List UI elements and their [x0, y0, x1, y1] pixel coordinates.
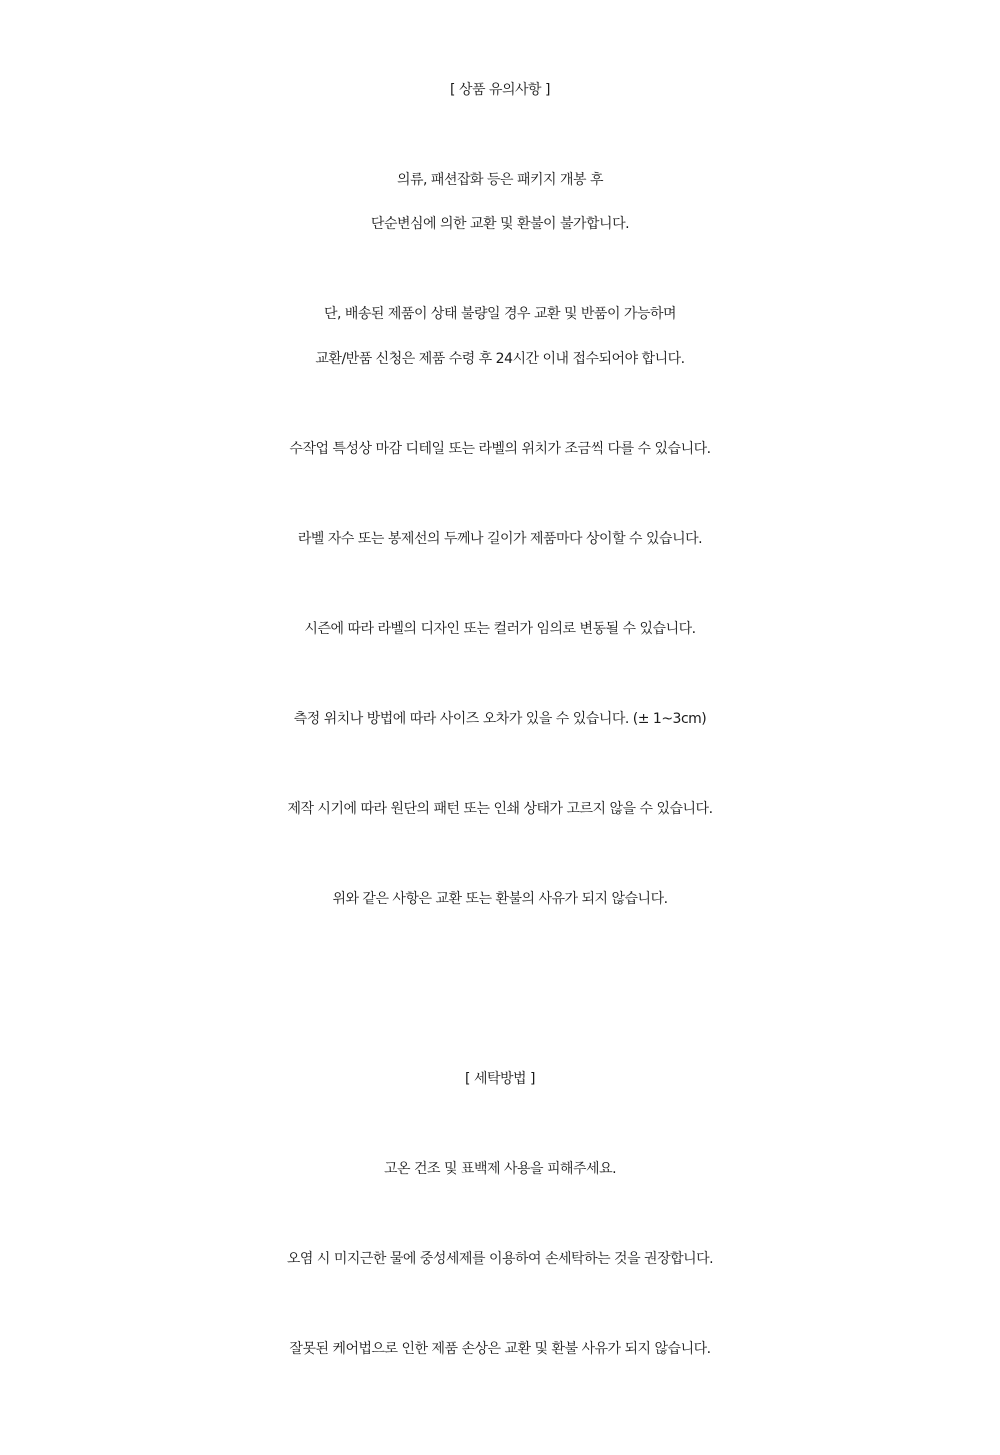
- washing-line: 잘못된 케어법으로 인한 제품 손상은 교환 및 환불 사유가 되지 않습니다.: [289, 1341, 711, 1357]
- notice-line: 시즌에 따라 라벨의 디자인 또는 컬러가 임의로 변동될 수 있습니다.: [304, 621, 696, 637]
- notice-line: 단순변심에 의한 교환 및 환불이 불가합니다.: [370, 216, 630, 232]
- notice-line: 단, 배송된 제품이 상태 불량일 경우 교환 및 반품이 가능하며: [323, 306, 677, 322]
- washing-line: 오염 시 미지근한 물에 중성세제를 이용하여 손세탁하는 것을 권장합니다.: [286, 1251, 714, 1267]
- notice-line: 교환/반품 신청은 제품 수령 후 24시간 이내 접수되어야 합니다.: [315, 351, 685, 367]
- notice-line: 수작업 특성상 마감 디테일 또는 라벨의 위치가 조금씩 다를 수 있습니다.: [289, 441, 711, 457]
- notice-line: 제작 시기에 따라 원단의 패턴 또는 인쇄 상태가 고르지 않을 수 있습니다.: [287, 801, 713, 817]
- notice-line: 의류, 패션잡화 등은 패키지 개봉 후: [396, 172, 604, 188]
- washing-line: 고온 건조 및 표백제 사용을 피해주세요.: [383, 1161, 617, 1177]
- notice-line: 라벨 자수 또는 봉제선의 두께나 길이가 제품마다 상이할 수 있습니다.: [297, 531, 703, 547]
- notice-line: 위와 같은 사항은 교환 또는 환불의 사유가 되지 않습니다.: [332, 891, 668, 907]
- notice-line: 측정 위치나 방법에 따라 사이즈 오차가 있을 수 있습니다. (± 1~3cm): [293, 711, 707, 727]
- notice-heading: [ 상품 유의사항 ]: [450, 82, 550, 98]
- washing-heading: [ 세탁방법 ]: [465, 1071, 535, 1087]
